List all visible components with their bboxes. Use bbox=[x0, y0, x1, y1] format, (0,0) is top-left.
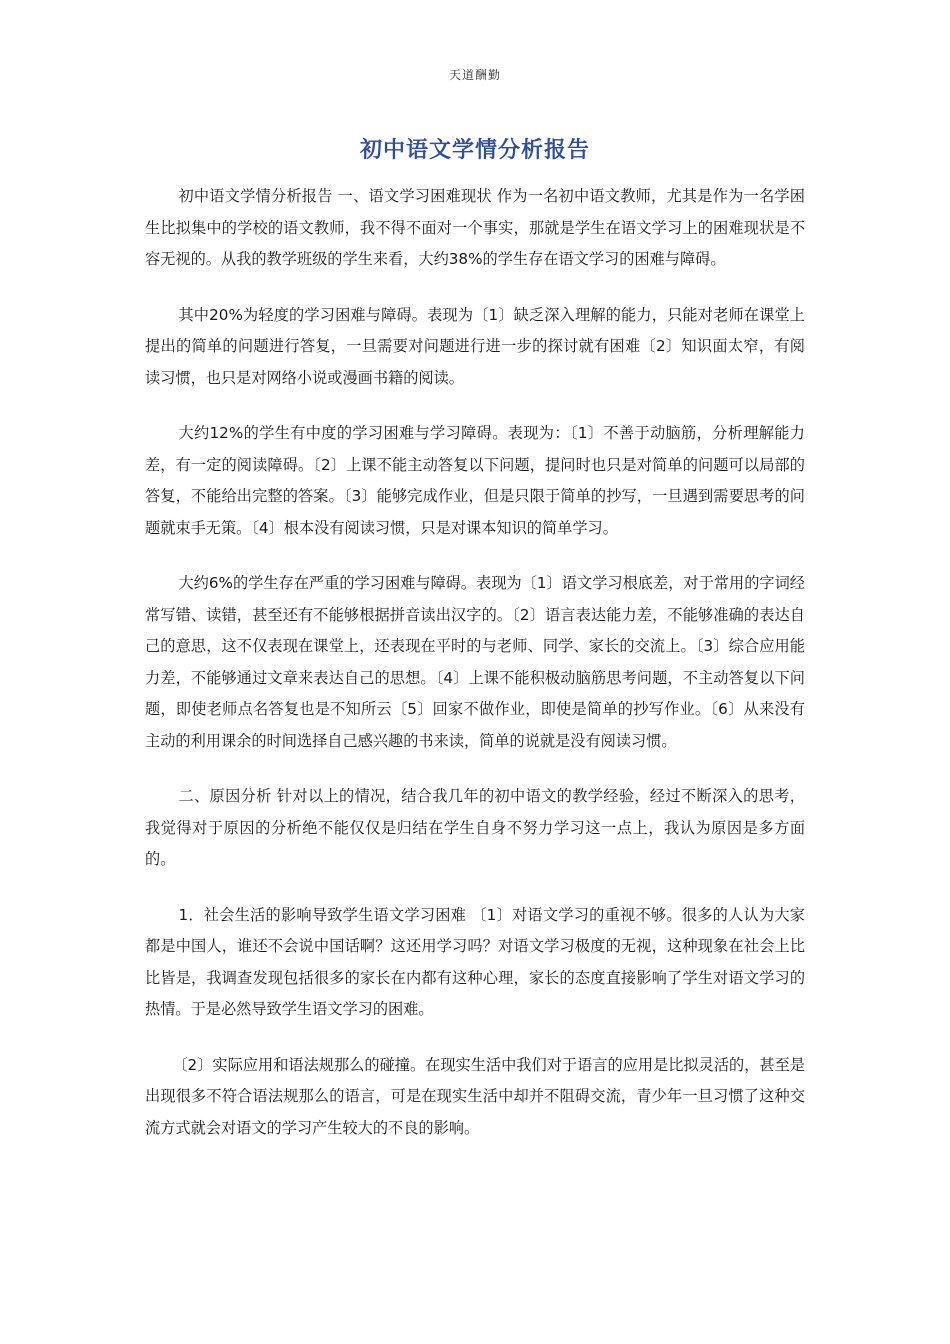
paragraph-1: 初中语文学情分析报告 一、语文学习困难现状 作为一名初中语文教师，尤其是作为一名学困生比拟集中的学校的语文教师，我不得不面对一个事实，那就是学生在语文学习上的困难现状是不容无视的。从我的教学班级的学生来看，大约38%的学生存在语文学习的困难与障碍。 bbox=[145, 187, 805, 268]
paragraph-2: 其中20%为轻度的学习困难与障碍。表现为〔1〕缺乏深入理解的能力，只能对老师在课堂上提出的简单的问题进行答复，一旦需要对问题进行进一步的探讨就有困难〔2〕知识面太窄，有阅读习惯，也只是对网络小说或漫画书籍的阅读。 bbox=[145, 305, 805, 387]
paragraph-6: 1．社会生活的影响导致学生语文学习困难 〔1〕对语文学习的重视不够。很多的人认为大家都是中国人，谁还不会说中国话啊？这还用学习吗？对语文学习极度的无视，这种现象在社会上比比皆是，我调查发现包括很多的家长在内都有这种心理，家长的态度直接影响了学生对语文学习的热情。于是必然导致学生语文学习的困难。 bbox=[145, 905, 805, 1018]
paragraph-5: 二、原因分析 针对以上的情况，结合我几年的初中语文的教学经验，经过不断深入的思考，我觉得对于原因的分析绝不能仅仅是归结在学生自身不努力学习这一点上，我认为原因是多方面的。 bbox=[145, 787, 805, 868]
paragraph-4: 大约6%的学生存在严重的学习困难与障碍。表现为〔1〕语文学习根底差，对于常用的字词经常写错、读错，甚至还有不能够根据拼音读出汉字的。〔2〕语言表达能力差，不能够准确的表达自己的意思，这不仅表现在课堂上，还表现在平时的与老师、同学、家长的交流上。〔3〕综合应用能力差，不能够通过文章来表达自己的思想。〔4〕上课不能积极动脑筋思考问题，不主动答复以下问题，即使老师点名答复也是不知所云〔5〕回家不做作业，即使是简单的抄写作业。〔6〕从来没有主动的利用课余的时间选择自己感兴趣的书来读，简单的说就是没有阅读习惯。 bbox=[145, 574, 805, 750]
document-body bbox=[145, 181, 805, 1168]
page-header: 天道酬勤 bbox=[448, 68, 501, 82]
paragraph-3: 大约12%的学生有中度的学习困难与学习障碍。表现为：〔1〕不善于动脑筋，分析理解能力差，有一定的阅读障碍。〔2〕上课不能主动答复以下问题，提问时也只是对简单的问题可以局部的答复，不能给出完整的答案。〔3〕能够完成作业，但是只限于简单的抄写，一旦遇到需要思考的问题就束手无策。〔4〕根本没有阅读习惯，只是对课本知识的简单学习。 bbox=[145, 424, 805, 537]
paragraph-7: 〔2〕实际应用和语法规那么的碰撞。在现实生活中我们对于语言的应用是比拟灵活的，甚至是出现很多不符合语法规那么的语言，可是在现实生活中却并不阻碍交流，青少年一旦习惯了这种交流方式就会对语文的学习产生较大的不良的影响。 bbox=[145, 1055, 805, 1137]
document-title: 初中语文学情分析报告 bbox=[359, 138, 590, 163]
